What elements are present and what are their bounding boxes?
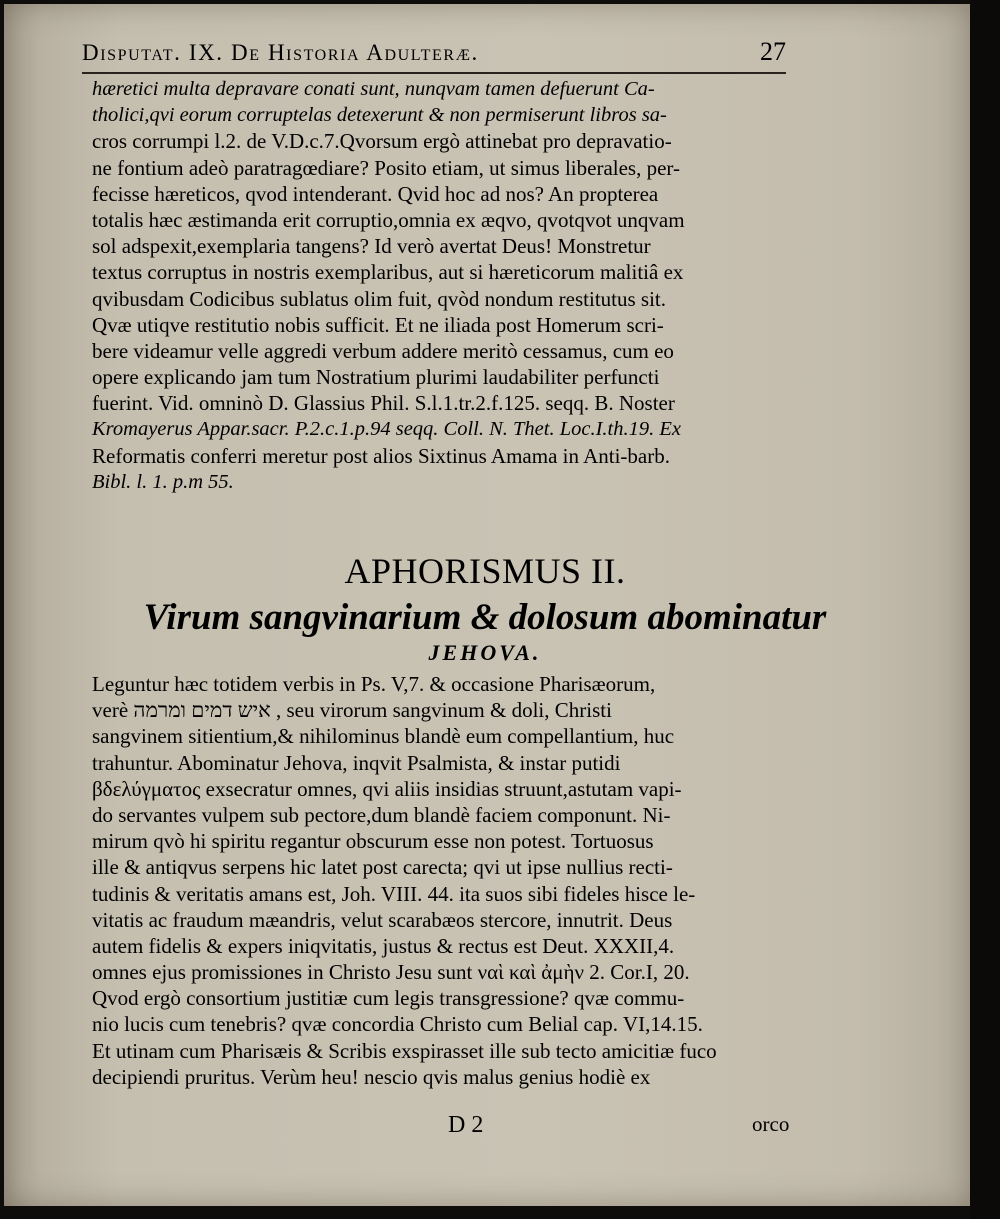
text-line: do servantes vulpem sub pectore,dum blandè faciem componunt. Ni- — [92, 802, 671, 827]
text-line: sol adspexit,exemplaria tangens? Id verò avertat Deus! Monstretur — [92, 234, 651, 259]
text-line: Qvæ utiqve restitutio nobis sufficit. Et ne iliada post Homerum scri- — [92, 312, 664, 337]
text-line: fecisse hæreticos, qvod intenderant. Qvid hoc ad nos? An propterea — [92, 181, 659, 206]
text-line: Reformatis conferri meretur post alios Sixtinus Amama in Anti-barb. — [92, 443, 670, 468]
paragraph-1 — [92, 76, 800, 495]
text-line: decipiendi pruritus. Verùm heu! nescio qvis malus genius hodiè ex — [92, 1064, 651, 1089]
text-line: tholici,qvi eorum corruptelas detexerunt & non permiserunt libros sa- — [92, 104, 667, 127]
text-line: cros corrumpi l.2. de V.D.c.7.Qvorsum ergò attinebat pro depravatio- — [92, 129, 672, 154]
page-number: 27 — [760, 37, 786, 66]
text-line: bere videamur velle aggredi verbum addere meritò cessamus, cum eo — [92, 338, 674, 363]
text-line: βδελύγματος exsecratur omnes, qvi aliis insidias struunt,astutam vapi- — [92, 776, 682, 801]
aphorism-heading: APHORISMUS II. — [344, 551, 626, 591]
text-line: mirum qvò hi spiritu regantur obscurum esse non potest. Tortuosus — [92, 829, 654, 854]
aphorism-name: JEHOVA. — [428, 640, 542, 665]
header-rule — [82, 72, 786, 74]
text-line: ille & antiqvus serpens hic latet post carecta; qvi ut ipse nullius recti- — [92, 855, 673, 880]
text-line: hæretici multa depravare conati sunt, nunqvam tamen defuerunt Ca- — [92, 78, 655, 100]
running-head: Disputat. IX. De Historia Adulteræ. — [82, 40, 479, 65]
text-line: ne fontium adeò paratragœdiare? Posito etiam, ut simus liberales, per- — [92, 155, 680, 180]
text-line: textus corruptus in nostris exemplaribus, aut si hæreticorum malitiâ ex — [92, 260, 684, 285]
dark-margin — [970, 0, 1000, 1219]
text-line: qvibusdam Codicibus sublatus olim fuit, qvòd nondum restitutus sit. — [92, 286, 667, 311]
catchword: orco — [752, 1112, 790, 1136]
text-line: trahuntur. Abominatur Jehova, inqvit Psalmista, & instar putidi — [92, 750, 621, 775]
paragraph-2 — [92, 671, 800, 1090]
page-header — [82, 37, 786, 74]
text-line: Leguntur hæc totidem verbis in Ps. V,7. & occasione Pharisæorum, — [92, 672, 656, 696]
text-line: Et utinam cum Pharisæis & Scribis exspirasset ille sub tecto amicitiæ fuco — [92, 1038, 717, 1063]
text-line: omnes ejus promissiones in Christo Jesu sunt ναὶ καὶ ἀμὴν 2. Cor.I, 20. — [92, 960, 690, 985]
text-line: fuerint. Vid. omninò D. Glassius Phil. S.l.1.tr.2.f.125. seqq. B. Noster — [92, 391, 675, 416]
text-line: opere explicando jam tum Nostratium plurimi laudabiliter perfuncti — [92, 365, 660, 390]
text-line: sangvinem sitientium,& nihilominus blandè eum compellantium, huc — [92, 724, 675, 749]
text-line: totalis hæc æstimanda erit corruptio,omnia ex æqvo, qvotqvot unqvam — [92, 207, 685, 232]
text-line: nio lucis cum tenebris? qvæ concordia Christo cum Belial cap. VI,14.15. — [92, 1012, 703, 1037]
text-line: autem fidelis & expers iniqvitatis, justus & rectus est Deut. XXXII,4. — [92, 933, 675, 958]
text-line: Qvod ergò consortium justitiæ cum legis transgressione? qvæ commu- — [92, 986, 685, 1011]
text-line: vitatis ac fraudum mæandris, velut scarabæos stercore, innutrit. Deus — [92, 907, 673, 932]
text-line: verè איש דמים ומרמה , seu virorum sangvinum & doli, Christi — [92, 698, 612, 723]
text-line: Bibl. l. 1. p.m 55. — [92, 470, 234, 493]
aphorism-subtitle: Virum sangvinarium & dolosum abominatur — [143, 597, 827, 638]
signature-mark: D 2 — [448, 1112, 484, 1138]
text-line: tudinis & veritatis amans est, Joh. VIII. 44. ita suos sibi fideles hisce le- — [92, 881, 696, 906]
text-line: Kromayerus Appar.sacr. P.2.c.1.p.94 seqq. Coll. N. Thet. Loc.I.th.19. Ex — [92, 418, 681, 441]
